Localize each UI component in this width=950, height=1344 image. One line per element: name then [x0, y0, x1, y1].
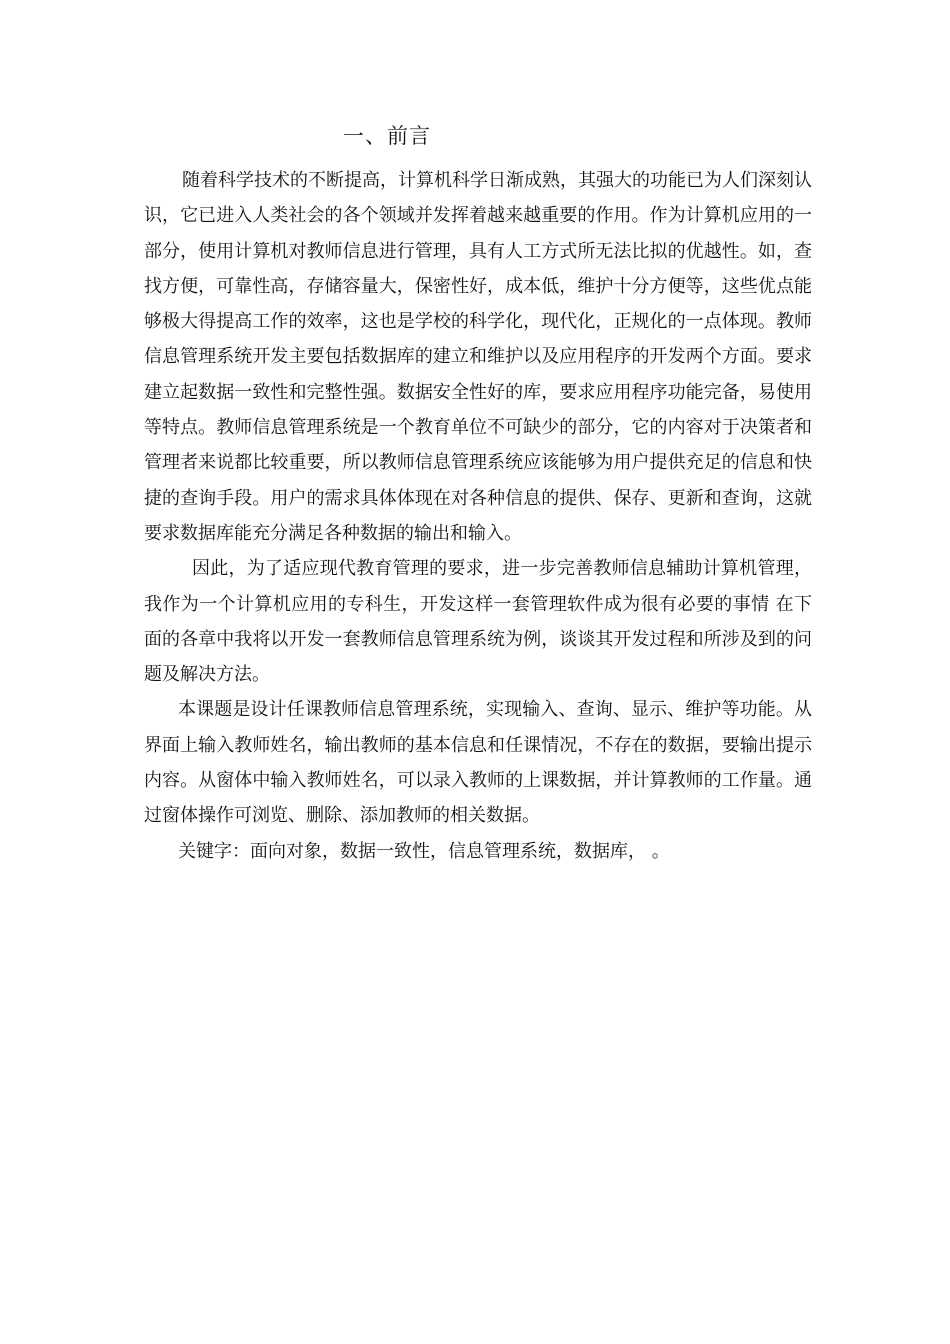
section-heading: 一、前言 — [343, 124, 431, 148]
paragraph-keywords: 关键字：面向对象，数据一致性，信息管理系统，数据库， 。 — [178, 840, 670, 862]
paragraph-project-scope: 本课题是设计任课教师信息管理系统，实现输入、查询、显示、维护等功能。从界面上输入教师姓名，输出教师的基本信息和任课情况，不存在的数据，要输出提示内容。从窗体中输入教师姓名，可以录入教师的上课数据，并计算教师的工作量。通过窗体操作可浏览、删除、添加教师的相关数据。 — [144, 699, 812, 827]
paragraph-motivation: 因此，为了适应现代教育管理的要求，进一步完善教师信息辅助计算机管理，我作为一个计算机应用的专科生，开发这样一套管理软件成为很有必要的事情 在下面的各章中我将以开发一套教师信息管理系统为例，谈谈其开发过程和所涉及到的问题及解决方法。 — [144, 558, 812, 686]
document-body — [144, 163, 812, 869]
paragraph-introduction: 随着科学技术的不断提高，计算机科学日渐成熟，其强大的功能已为人们深刻认识，它已进入人类社会的各个领域并发挥着越来越重要的作用。作为计算机应用的一部分，使用计算机对教师信息进行管理，具有人工方式所无法比拟的优越性。如，查找方便，可靠性高，存储容量大，保密性好，成本低，维护十分方便等，这些优点能够极大得提高工作的效率，这也是学校的科学化，现代化，正规化的一点体现。教师信息管理系统开发主要包括数据库的建立和维护以及应用程序的开发两个方面。要求建立起数据一致性和完整性强。数据安全性好的库，要求应用程序功能完备，易使用等特点。教师信息管理系统是一个教育单位不可缺少的部分，它的内容对于决策者和管理者来说都比较重要，所以教师信息管理系统应该能够为用户提供充足的信息和快捷的查询手段。用户的需求具体体现在对各种信息的提供、保存、更新和查询，这就要求数据库能充分满足各种数据的输出和输入。 — [144, 170, 812, 544]
